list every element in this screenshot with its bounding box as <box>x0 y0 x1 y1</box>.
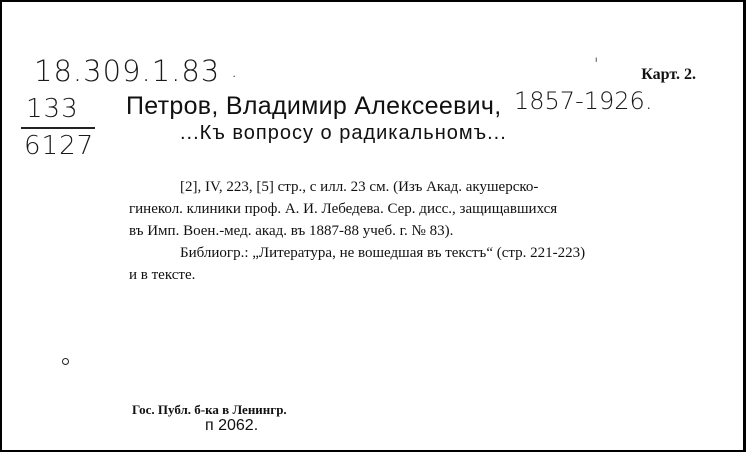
book-title: ...Къ вопросу о радикальномъ... <box>180 122 507 144</box>
accession-number: п 2062. <box>205 417 259 434</box>
handwritten-number-upper: 133 <box>26 94 79 124</box>
handwritten-tick-mark: ' <box>594 54 599 73</box>
bibliography-note: Библиогр.: „Литература, не вошедшая въ текстъ“ (стр. 221-223) <box>180 245 586 261</box>
card-number: Карт. 2. <box>641 66 696 83</box>
stray-mark <box>62 358 69 365</box>
author-name: Петров, Владимир Алексеевич, <box>126 92 502 120</box>
bibliographic-description <box>129 176 725 286</box>
description-line: гинекол. клиники проф. А. И. Лебедева. Сер. дисс., защищавшихся <box>129 201 558 217</box>
handwritten-divider-line <box>21 127 95 129</box>
handwritten-number-lower: 6127 <box>24 131 95 161</box>
handwritten-shelf-mark: 18.309.1.83 <box>34 54 221 88</box>
description-line: и в тексте. <box>129 267 196 283</box>
description-line: въ Имп. Воен.-мед. акад. въ 1887-88 учеб. г. № 83). <box>129 223 454 239</box>
library-stamp: Гос. Публ. б-ка в Ленингр. <box>132 402 287 417</box>
handwritten-shelf-dot: . <box>231 58 238 82</box>
handwritten-author-dates: 1857-1926. <box>514 87 653 115</box>
description-line: [2], IV, 223, [5] стр., с илл. 23 см. (Изъ Акад. акушерско- <box>180 179 539 195</box>
